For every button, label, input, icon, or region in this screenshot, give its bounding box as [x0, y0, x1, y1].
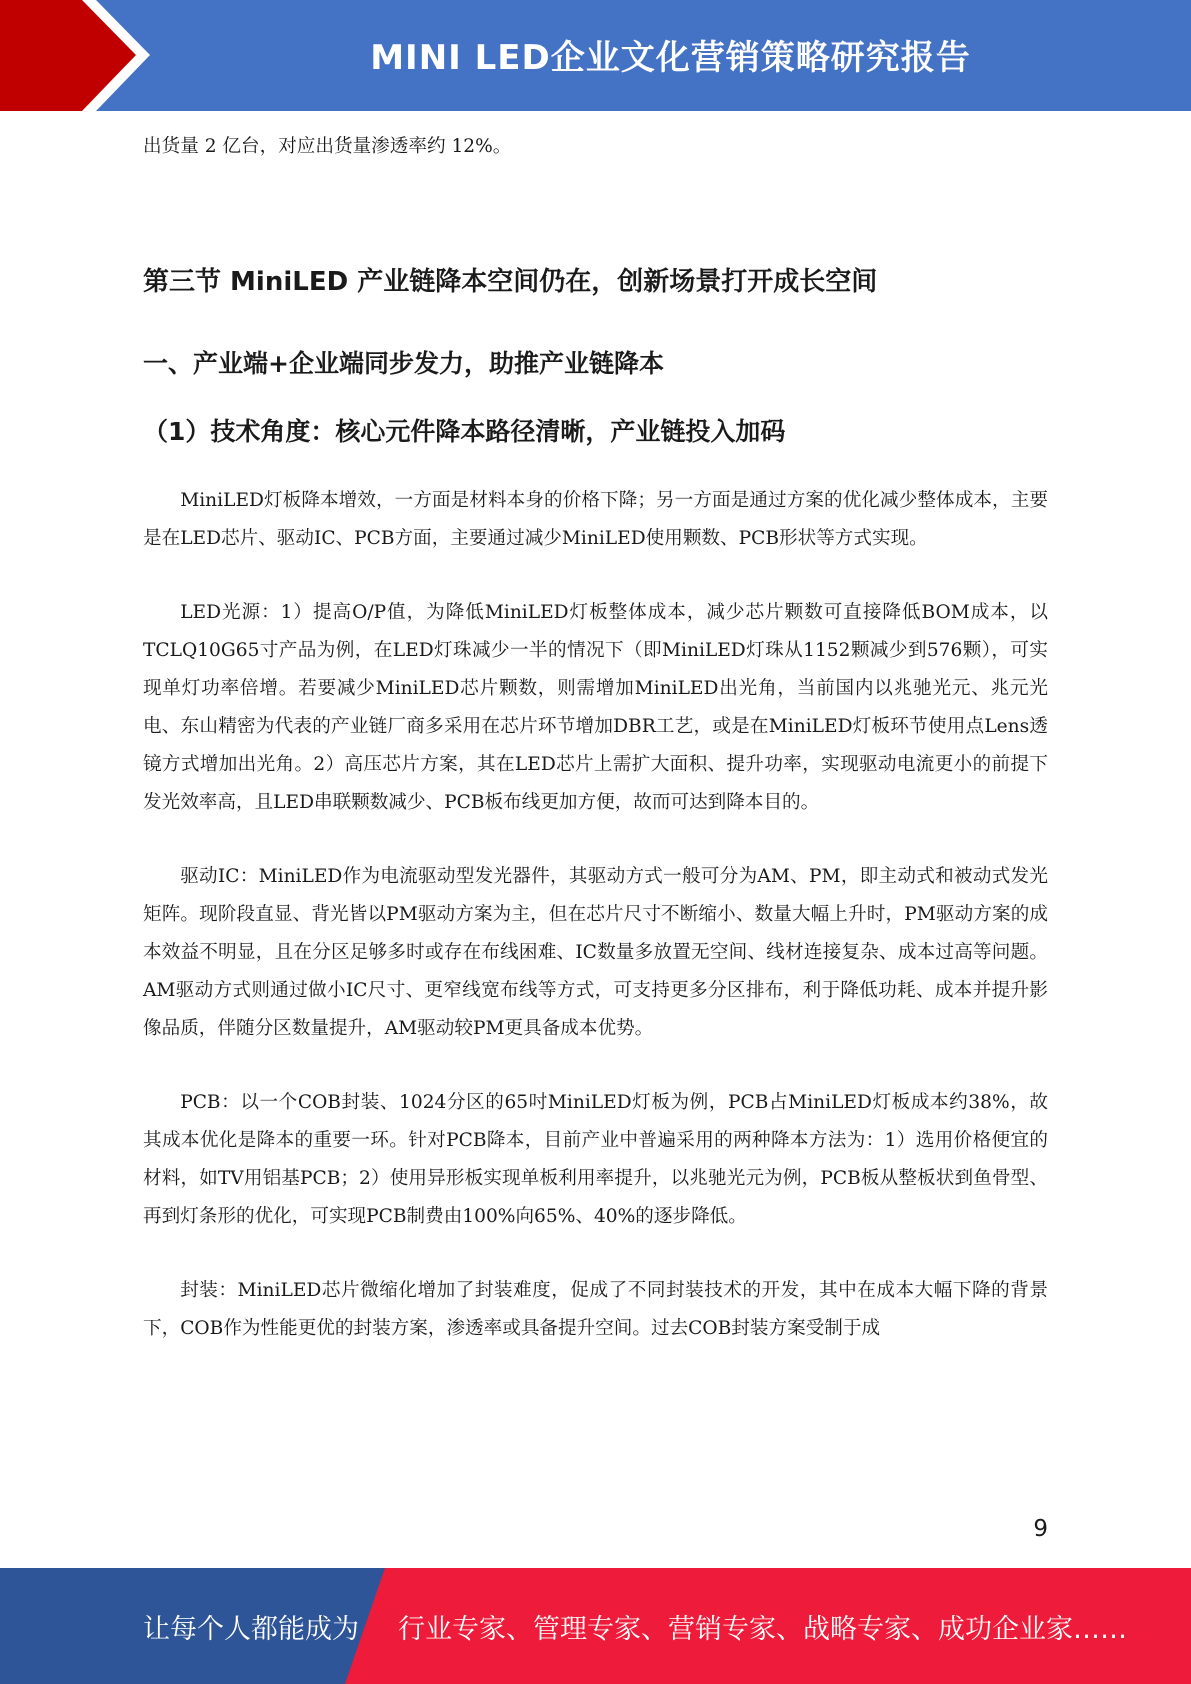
page-number: 9: [1033, 1516, 1048, 1542]
header-arrow-decoration: [0, 0, 160, 111]
footer-slogan-right: 行业专家、管理专家、营销专家、战略专家、成功企业家……: [398, 1613, 1127, 1645]
paragraph-continued: 出货量 2 亿台，对应出货量渗透率约 12%。: [143, 136, 512, 157]
page-footer: [0, 1568, 1191, 1684]
sub-subsection-heading: （1）技术角度：核心元件降本路径清晰，产业链投入加码: [143, 417, 786, 446]
section-heading: 第三节 MiniLED 产业链降本空间仍在，创新场景打开成长空间: [143, 267, 878, 297]
paragraph-overview: MiniLED灯板降本增效，一方面是材料本身的价格下降；另一方面是通过方案的优化减少整体成本，主要是在LED芯片、驱动IC、PCB方面，主要通过减少MiniLED使用颗数、PCB形状等方式实现。: [143, 490, 1048, 549]
paragraph-packaging: 封装：MiniLED芯片微缩化增加了封装难度，促成了不同封装技术的开发，其中在成本大幅下降的背景下，COB作为性能更优的封装方案，渗透率或具备提升空间。过去COB封装方案受制于成: [143, 1280, 1048, 1339]
paragraph-driver-ic: 驱动IC：MiniLED作为电流驱动型发光器件，其驱动方式一般可分为AM、PM，即主动式和被动式发光矩阵。现阶段直显、背光皆以PM驱动方案为主，但在芯片尺寸不断缩小、数量大幅上升时，PM驱动方案的成本效益不明显，且在分区足够多时或存在布线困难、IC数量多放置无空间、线材连接复杂、成本过高等问题。AM驱动方式则通过做小IC尺寸、更窄线宽布线等方式，可支持更多分区排布，利于降低功耗、成本并提升影像品质，伴随分区数量提升，AM驱动较PM更具备成本优势。: [143, 866, 1048, 1039]
page-content: [143, 128, 1048, 1348]
paragraph-led-source: LED光源：1）提高O/P值，为降低MiniLED灯板整体成本，减少芯片颗数可直接降低BOM成本，以TCLQ10G65寸产品为例，在LED灯珠减少一半的情况下（即MiniLED灯珠从1152颗减少到576颗），可实现单灯功率倍增。若要减少MiniLED芯片颗数，则需增加MiniLED出光角，当前国内以兆驰光元、兆元光电、东山精密为代表的产业链厂商多采用在芯片环节增加DBR工艺，或是在MiniLED灯板环节使用点Lens透镜方式增加出光角。2）高压芯片方案，其在LED芯片上需扩大面积、提升功率，实现驱动电流更小的前提下发光效率高，且LED串联颗数减少、PCB板布线更加方便，故而可达到降本目的。: [143, 602, 1048, 813]
paragraph-pcb: PCB：以一个COB封装、1024分区的65吋MiniLED灯板为例，PCB占MiniLED灯板成本约38%，故其成本优化是降本的重要一环。针对PCB降本，目前产业中普遍采用的两种降本方法为：1）选用价格便宜的材料，如TV用铝基PCB；2）使用异形板实现单板利用率提升，以兆驰光元为例，PCB板从整板状到鱼骨型、再到灯条形的优化，可实现PCB制费由100%向65%、40%的逐步降低。: [143, 1092, 1048, 1227]
report-title: MINI LED企业文化营销策略研究报告: [370, 37, 971, 78]
footer-slogan-left: 让每个人都能成为: [143, 1613, 359, 1645]
page-header: [0, 0, 1191, 111]
subsection-heading: 一、产业端+企业端同步发力，助推产业链降本: [143, 349, 664, 378]
